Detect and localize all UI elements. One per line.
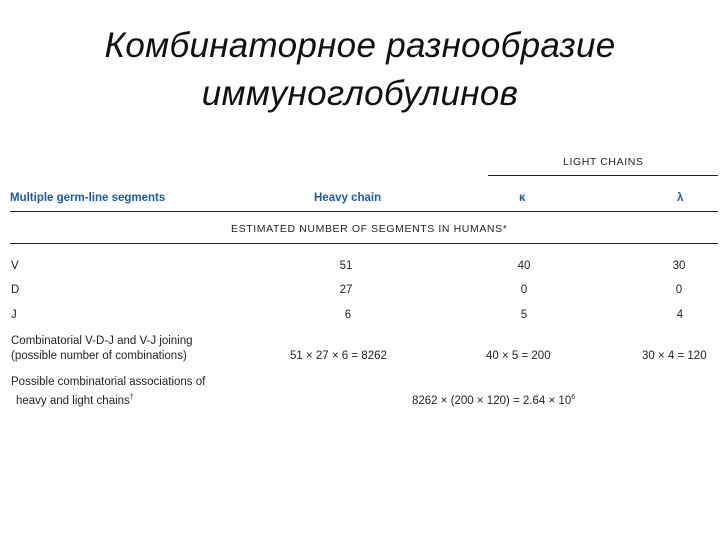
row-v-label: V [11, 260, 19, 272]
combinatorial-label-line2: (possible number of combinations) [11, 350, 187, 362]
estimated-rule [10, 243, 718, 244]
row-j-lambda: 4 [676, 309, 684, 321]
row-v-kappa: 40 [517, 260, 531, 272]
row-d-kappa: 0 [520, 284, 528, 296]
combinatorial-kappa: 40 × 5 = 200 [486, 350, 551, 362]
col-header-kappa: κ [519, 192, 526, 204]
header-rule [10, 211, 718, 212]
col-header-segments: Multiple germ-line segments [10, 192, 166, 204]
row-d-heavy: 27 [339, 284, 353, 296]
light-chains-rule [488, 175, 718, 176]
associations-label-line2: heavy and light chains† [16, 394, 134, 407]
row-d-label: D [11, 284, 20, 296]
estimated-label: ESTIMATED NUMBER OF SEGMENTS IN HUMANS* [231, 223, 508, 235]
row-d-lambda: 0 [675, 284, 683, 296]
associations-label-line1: Possible combinatorial associations of [11, 376, 206, 388]
combinatorial-lambda: 30 × 4 = 120 [642, 350, 707, 362]
combinatorial-heavy: 51 × 27 × 6 = 8262 [290, 350, 387, 362]
associations-footnote-mark: † [129, 394, 134, 401]
slide-title-line1: Комбинаторное разнообразие [104, 26, 616, 65]
row-j-label: J [11, 309, 17, 321]
col-header-heavy: Heavy chain [314, 192, 382, 204]
row-v-heavy: 51 [339, 260, 353, 272]
row-j-kappa: 5 [520, 309, 528, 321]
associations-value: $8262 \times (200 \times 120) = 2.64 \times 10^6$ [412, 394, 576, 407]
light-chains-header: LIGHT CHAINS [563, 156, 644, 168]
row-v-lambda: 30 [672, 260, 686, 272]
associations-value-exponent: 6 [571, 394, 576, 401]
row-j-heavy: 6 [344, 309, 352, 321]
combinatorial-label-line1: Combinatorial V-D-J and V-J joining [11, 335, 193, 347]
col-header-lambda: λ [677, 192, 684, 204]
slide-title-line2: иммуноглобулинов [201, 74, 519, 113]
